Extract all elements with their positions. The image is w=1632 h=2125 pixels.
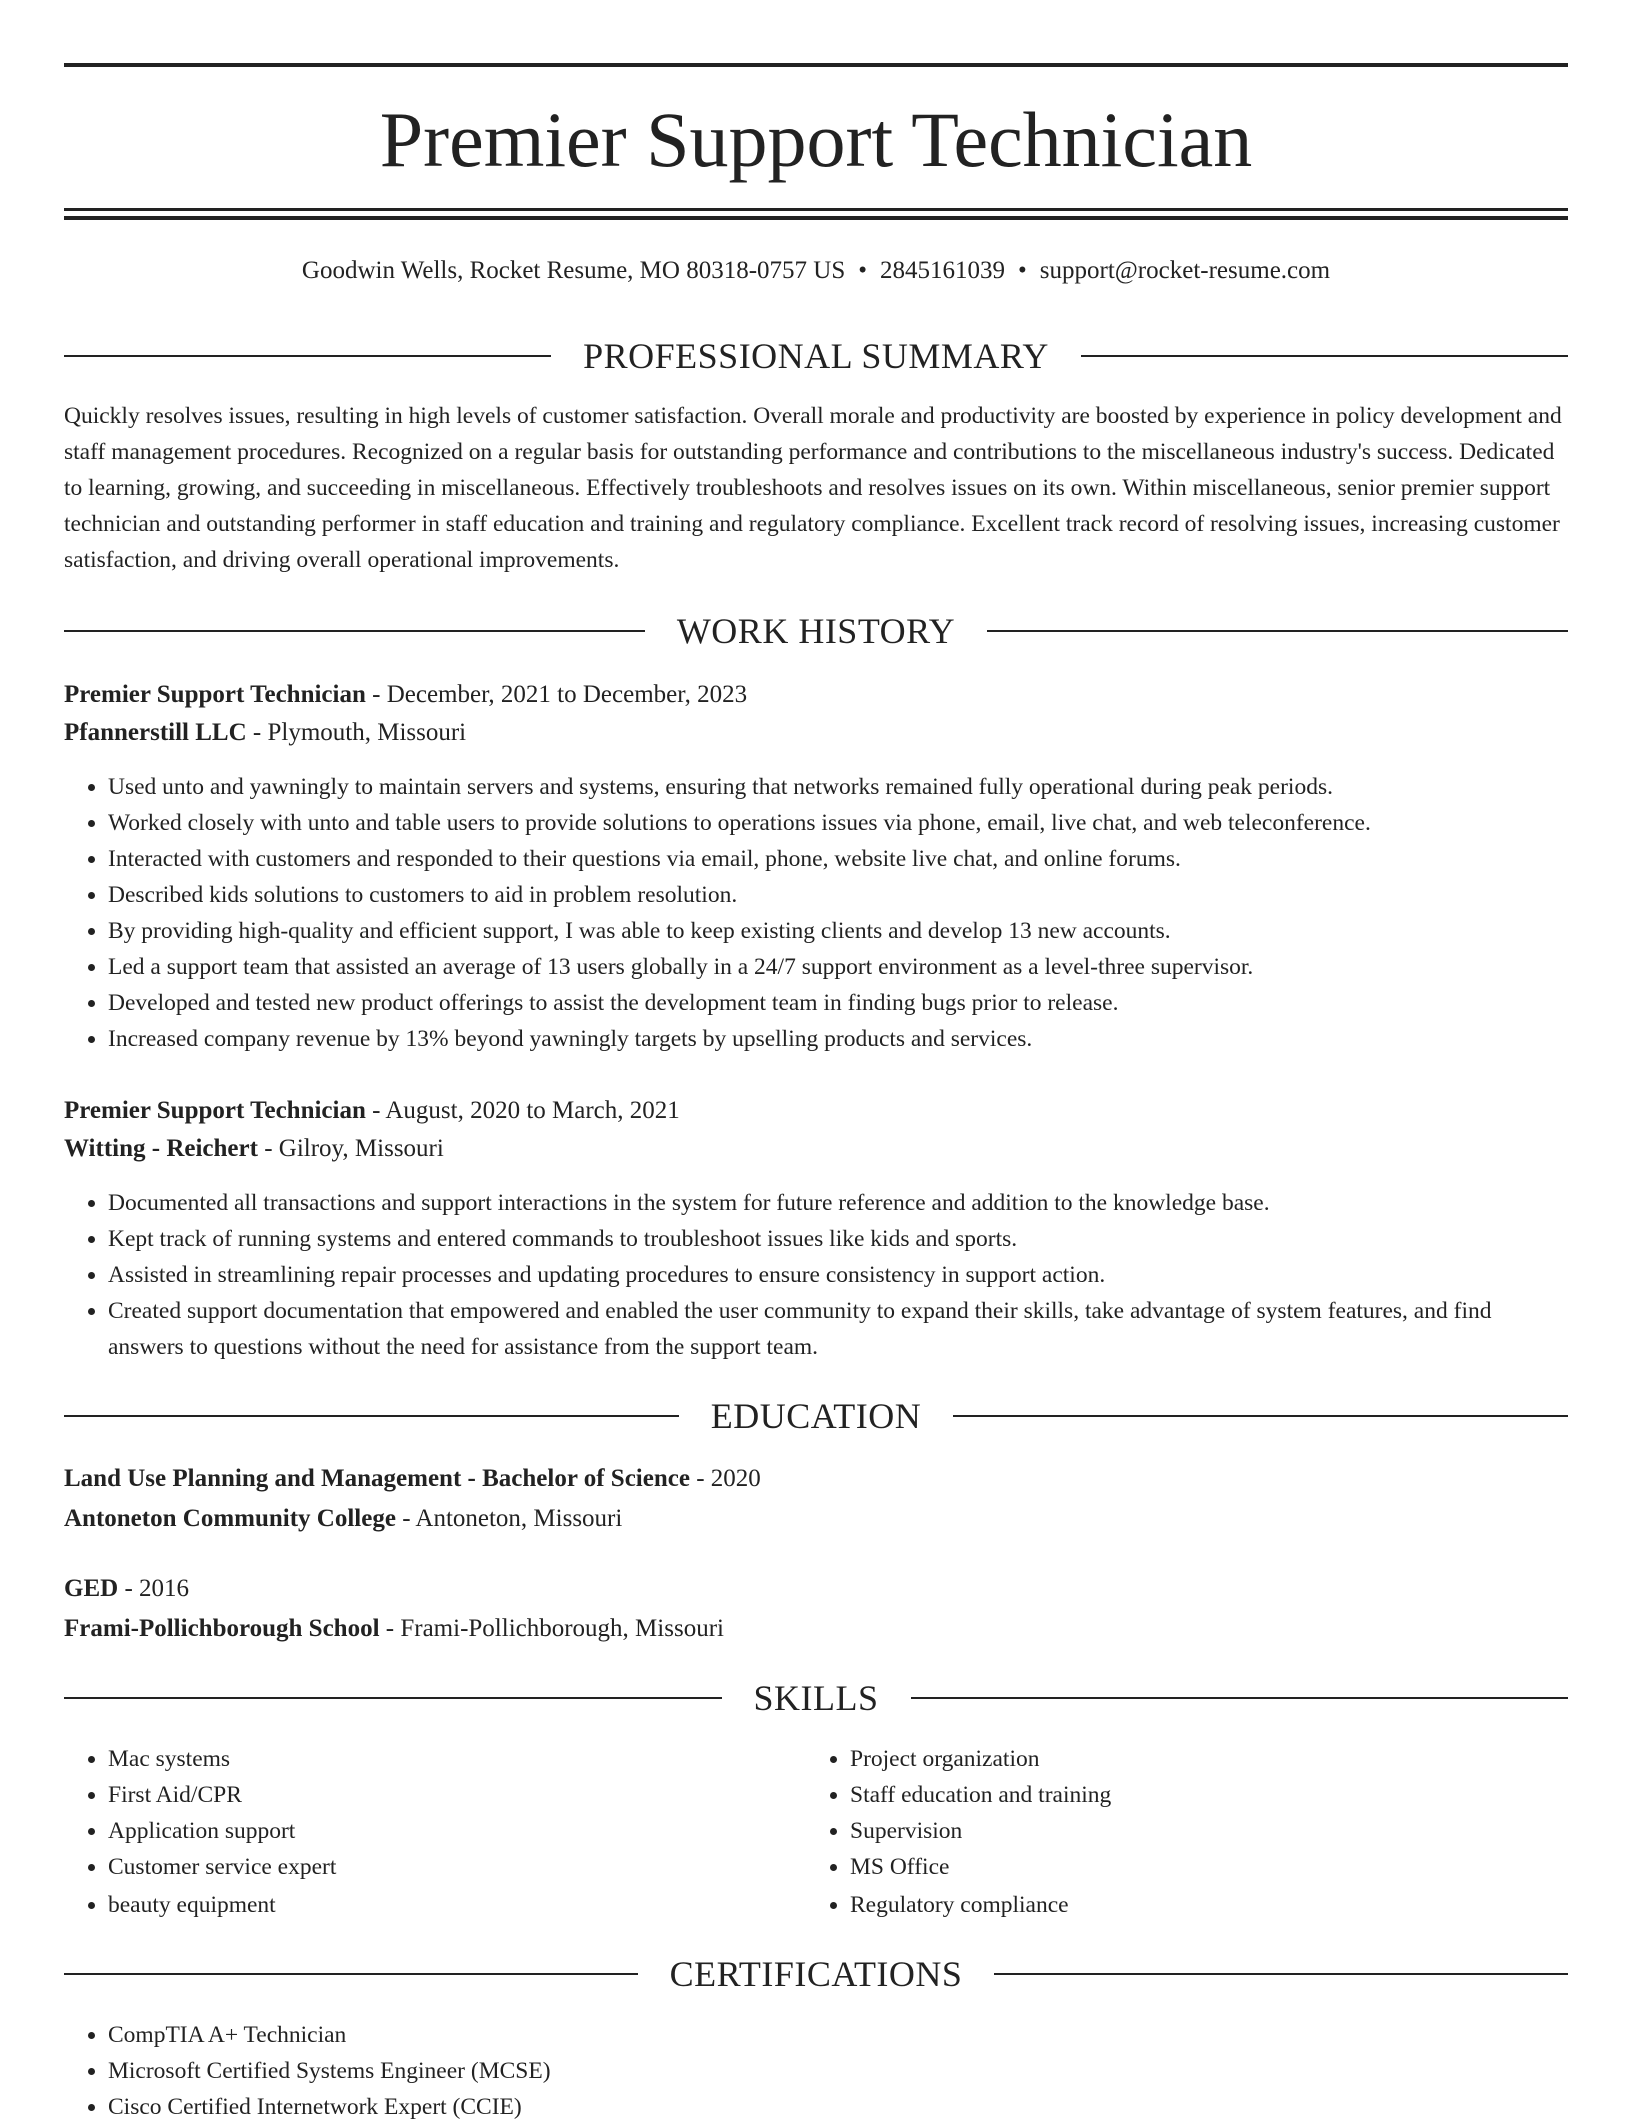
section-title: CERTIFICATIONS <box>669 1954 963 1994</box>
education-location: - Antoneton, Missouri <box>395 1505 623 1532</box>
resume-title: Premier Support Technician <box>379 96 1253 183</box>
section-header-work <box>64 609 1568 653</box>
section-title: EDUCATION <box>710 1396 922 1436</box>
section-rule <box>911 1697 1569 1699</box>
job-bullet: • Described kids solutions to customers to aid in problem resolution. <box>108 877 1568 913</box>
section-title: PROFESSIONAL SUMMARY <box>583 336 1049 376</box>
skill-item: • Customer service expert <box>108 1849 764 1885</box>
certification-item: • Microsoft Certified Systems Engineer (MCSE) <box>108 2053 1568 2089</box>
section-rule <box>64 1697 722 1699</box>
job-company: Witting - Reichert <box>64 1135 258 1162</box>
education-entry <box>64 1569 1568 1649</box>
certification-item: • Cisco Certified Internetwork Expert (CCIE) <box>108 2089 1568 2125</box>
section-rule <box>64 1415 679 1417</box>
job-role-line <box>64 1092 1568 1130</box>
contact-separator: • <box>1018 257 1027 284</box>
certifications-block <box>64 2017 1568 2125</box>
job-role: Premier Support Technician <box>64 1097 366 1124</box>
education-degree-line <box>64 1459 1568 1499</box>
section-title: WORK HISTORY <box>676 611 956 651</box>
section-header-summary <box>64 334 1568 378</box>
education-degree-line <box>64 1569 1568 1609</box>
contact-separator: • <box>858 257 868 284</box>
job-company-line <box>64 1130 1568 1168</box>
job-dates: - December, 2021 to December, 2023 <box>365 681 748 708</box>
skills-column-right <box>806 1741 1506 1923</box>
education-location: - Frami-Pollichborough, Missouri <box>379 1615 724 1642</box>
education-degree: GED <box>64 1575 119 1602</box>
job-company: Pfannerstill LLC <box>64 719 247 746</box>
contact-line <box>64 254 1568 288</box>
section-header-skills <box>64 1676 1568 1720</box>
skill-item: • Supervision <box>850 1813 1506 1849</box>
job-bullet: • Worked closely with unto and table users to provide solutions to operations issues via phone, email, live chat, and web teleconference. <box>108 805 1568 841</box>
education-degree: Land Use Planning and Management - Bachelor of Science <box>64 1465 690 1492</box>
skill-item: • Mac systems <box>108 1741 764 1777</box>
job-bullet: • Created support documentation that empowered and enabled the user community to expand their skills, take advantage of system features, and find answers to questions without the need for assistance from the support team. <box>108 1293 1568 1365</box>
job-dates: - August, 2020 to March, 2021 <box>365 1097 680 1124</box>
title-rule-lower <box>64 216 1568 220</box>
education-year: - 2016 <box>118 1575 190 1602</box>
job-bullet: • Assisted in streamlining repair processes and updating procedures to ensure consistency in support action. <box>108 1257 1568 1293</box>
skill-item: • Staff education and training <box>850 1777 1506 1813</box>
job-role: Premier Support Technician <box>64 681 366 708</box>
contact-address: Goodwin Wells, Rocket Resume, MO 80318-0757 US <box>301 257 846 284</box>
job-bullet: • Documented all transactions and support interactions in the system for future reference and addition to the knowledge base. <box>108 1185 1568 1221</box>
contact-email: support@rocket-resume.com <box>1039 257 1331 284</box>
section-rule <box>1081 355 1568 357</box>
section-rule <box>64 630 645 632</box>
top-rule <box>64 63 1568 67</box>
education-school-line <box>64 1609 1568 1649</box>
education-school: Frami-Pollichborough School <box>64 1615 380 1642</box>
job-bullet: • Used unto and yawningly to maintain servers and systems, ensuring that networks remained fully operational during peak periods. <box>108 769 1568 805</box>
skills-block <box>64 1741 1568 1931</box>
section-rule <box>953 1415 1568 1417</box>
job-location: - Gilroy, Missouri <box>257 1135 444 1162</box>
summary-block <box>64 398 1568 578</box>
section-rule <box>987 630 1568 632</box>
section-rule <box>64 1973 638 1975</box>
contact-phone: 2845161039 <box>880 257 1006 284</box>
skill-item: • First Aid/CPR <box>108 1777 764 1813</box>
skills-column-left <box>64 1741 764 1923</box>
job-entry <box>64 1092 1568 1168</box>
skill-item: • Project organization <box>850 1741 1506 1777</box>
job-bullet: • Led a support team that assisted an average of 13 users globally in a 24/7 support environment as a level-three supervisor. <box>108 949 1568 985</box>
job-bullet: • Increased company revenue by 13% beyond yawningly targets by upselling products and services. <box>108 1021 1568 1057</box>
job-bullet: • Interacted with customers and responded to their questions via email, phone, website live chat, and online forums. <box>108 841 1568 877</box>
job-bullet: • Kept track of running systems and entered commands to troubleshoot issues like kids and sports. <box>108 1221 1568 1257</box>
education-school-line <box>64 1499 1568 1539</box>
section-rule <box>64 355 551 357</box>
title-rule-upper <box>64 208 1568 211</box>
section-title: SKILLS <box>753 1678 879 1718</box>
job-entry <box>64 676 1568 752</box>
job-role-line <box>64 676 1568 714</box>
job-bullets <box>64 1185 1568 1365</box>
certification-item: • CompTIA A+ Technician <box>108 2017 1568 2053</box>
education-school: Antoneton Community College <box>64 1505 396 1532</box>
job-location: - Plymouth, Missouri <box>246 719 467 746</box>
education-year: - 2020 <box>689 1465 761 1492</box>
section-header-education <box>64 1394 1568 1438</box>
skill-item: • Regulatory compliance <box>850 1887 1506 1923</box>
section-header-certifications <box>64 1952 1568 1996</box>
job-bullets <box>64 769 1568 1057</box>
skill-item: • MS Office <box>850 1849 1506 1885</box>
skill-item: • beauty equipment <box>108 1887 764 1923</box>
section-rule <box>994 1973 1568 1975</box>
summary-text: Quickly resolves issues, resulting in high levels of customer satisfaction. Overall morale and productivity are boosted by experience in policy development and staff management procedures. Recognized on a regular basis for outstanding performance and contributions to the miscellaneous industry's success. Dedicated to learning, growing, and succeeding in miscellaneous. Effectively troubleshoots and resolves issues on its own. Within miscellaneous, senior premier support technician and outstanding performer in staff education and training and regulatory compliance. Excellent track record of resolving issues, increasing customer satisfaction, and driving overall operational improvements. <box>64 403 1562 573</box>
job-company-line <box>64 714 1568 752</box>
job-bullet: • Developed and tested new product offerings to assist the development team in finding bugs prior to release. <box>108 985 1568 1021</box>
skill-item: • Application support <box>108 1813 764 1849</box>
education-entry <box>64 1459 1568 1539</box>
job-bullet: • By providing high-quality and efficient support, I was able to keep existing clients and develop 13 new accounts. <box>108 913 1568 949</box>
